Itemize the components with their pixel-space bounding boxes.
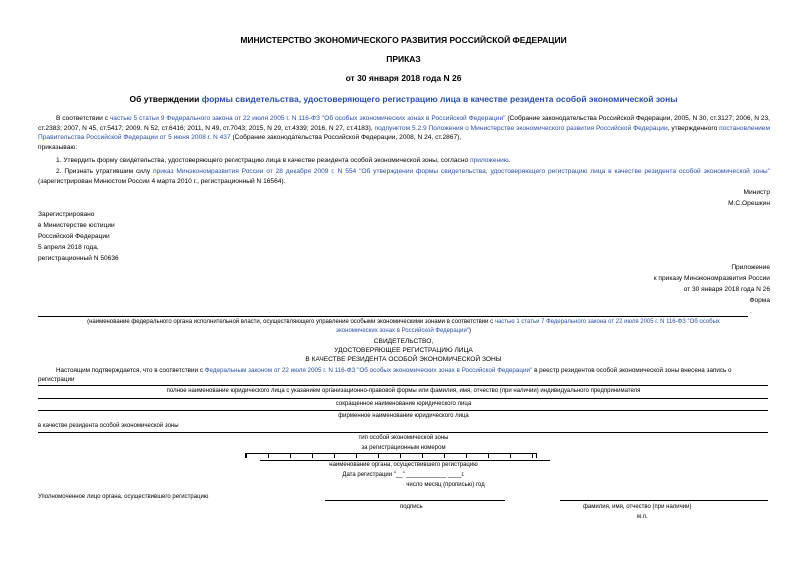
doc-type: ПРИКАЗ xyxy=(386,54,421,64)
doc-title-prefix: Об утверждении xyxy=(129,94,202,104)
sez-type-caption: тип особой экономической зоны xyxy=(358,435,449,441)
brand-name-caption: фирменное наименование юридического лица xyxy=(338,413,469,419)
confirm-text xyxy=(38,366,770,375)
reg-number-boxes xyxy=(245,453,537,458)
brand-name-line xyxy=(38,410,768,411)
confirm-text-2: в реестр резидентов особой экономической зоны внесена запись о xyxy=(532,367,732,374)
ministry-name: МИНИСТЕРСТВО ЭКОНОМИЧЕСКОГО РАЗВИТИЯ РОССИЙСКОЙ ФЕДЕРАЦИИ xyxy=(240,35,567,45)
reg-date-text: Дата регистрации "__" ____________ ____г. xyxy=(342,472,465,478)
organ-caption: наименование органа, осуществившего регистрацию xyxy=(329,462,478,468)
confirm-registration-word: регистрации xyxy=(38,376,75,383)
short-name-caption: сокращенное наименование юридического лица xyxy=(335,401,472,407)
doc-date-number: от 30 января 2018 года N 26 xyxy=(345,73,462,83)
registration-line-2: в Министерстве юстиции xyxy=(38,222,115,229)
registration-line-4: 5 апреля 2018 года, xyxy=(38,244,99,251)
authority-caption-text: (наименование федерального органа исполнительной власти, осуществляющего управление особыми экономическими зонами в соответствии с xyxy=(87,319,495,325)
authority-caption xyxy=(0,318,807,336)
minister-position: Министр xyxy=(743,189,770,196)
cert-title-1: СВИДЕТЕЛЬСТВО, xyxy=(373,338,434,345)
reg-number-dividers xyxy=(246,454,536,458)
preamble-link-law[interactable]: частью 5 статьи 9 Федерального закона от 22 июля 2005 г. N 116-ФЗ "Об особых экономических зонах в Российской Федерации" xyxy=(109,115,506,122)
reg-number-caption: за регистрационным номером xyxy=(361,445,446,451)
item-1-link[interactable]: приложению xyxy=(469,157,509,164)
cert-title-2: УДОСТОВЕРЯЮЩЕЕ РЕГИСТРАЦИЮ ЛИЦА xyxy=(334,347,473,354)
confirm-link-law[interactable]: Федеральным законом от 22 июля 2005 г. N 116-ФЗ "Об особых экономических зонах в Российской Федерации" xyxy=(204,367,533,374)
authority-line-dot: . xyxy=(750,309,752,315)
item-2-text: 2. Признать утратившим силу xyxy=(56,168,153,175)
as-resident-text: в качестве резидента особой экономической зоны xyxy=(38,423,179,429)
authority-caption-link-2[interactable]: экономических зонах в Российской Федерации" xyxy=(336,328,469,334)
full-name-line xyxy=(38,385,768,386)
preamble-text-2: (Собрание законодательства Российской Федерации, 2005, N 30, ст.3127; 2006, N 23, ст.2383; 2007, N 45, ст.5417; 2009, N 52, ст.6416; 2011, N 49, ст.7043; 2015, N 29, ст.4339; 2016, N 27, ст.4183), xyxy=(38,115,771,132)
doc-title xyxy=(0,94,807,104)
registration-line-3: Российской Федерации xyxy=(38,233,110,240)
item-2-end: (зарегистрирован Минюстом России 4 марта 2010 г., регистрационный N 16564). xyxy=(38,177,286,185)
appendix-line-2: к приказу Минэкономразвития России xyxy=(653,275,770,282)
fio-caption: фамилия, имя, отчество (при наличии) xyxy=(583,504,692,510)
registration-line-5: регистрационный N 50636 xyxy=(38,255,119,262)
doc-title-link[interactable]: формы свидетельства, удостоверяющего регистрацию лица в качестве резидента особой экономической зоны xyxy=(201,94,678,104)
preamble-text-4: (Собрание законодательства Российской Федерации, 2008, N 24, ст.2867), xyxy=(230,134,462,141)
authority-caption-link[interactable]: частью 1 статьи 7 Федерального закона от 22 июля 2005 г. N 116-ФЗ "Об особых xyxy=(494,319,720,325)
minister-name: М.С.Орешкин xyxy=(728,200,770,207)
sez-type-line xyxy=(38,432,768,433)
appendix-line-4: Форма xyxy=(749,297,770,304)
order-word: приказываю: xyxy=(38,144,78,151)
full-name-caption: полное наименование юридического лица с указанием организационно-правовой формы или фамилия, имя, отчество (при наличии) индивидуального предпринимателя xyxy=(166,388,641,394)
authority-caption-end: ) xyxy=(468,328,471,334)
cert-title-3: В КАЧЕСТВЕ РЕЗИДЕНТА ОСОБОЙ ЭКОНОМИЧЕСКОЙ ЗОНЫ xyxy=(305,356,502,363)
appendix-line-1: Приложение xyxy=(731,264,770,271)
registration-line-1: Зарегистрировано xyxy=(38,211,95,218)
signature-caption: подпись xyxy=(400,504,423,510)
item-2 xyxy=(38,167,770,186)
short-name-line xyxy=(38,398,768,399)
fio-line xyxy=(560,500,768,501)
authorized-person-text: Уполномоченное лицо органа, осуществившего регистрацию xyxy=(38,494,209,500)
authority-name-line xyxy=(38,316,748,317)
item-1-text: 1. Утвердить форму свидетельства, удостоверяющего регистрацию лица в качестве резидента особой экономической зоны, согласно xyxy=(56,157,470,164)
preamble-text-1: В соответствии с xyxy=(56,115,110,122)
appendix-line-3: от 30 января 2018 года N 26 xyxy=(683,286,770,293)
signature-line xyxy=(325,500,505,501)
preamble-link-regulation[interactable]: подпунктом 5.2.9 Положения о Министерстве экономического развития Российской Федерации xyxy=(374,124,668,132)
item-1-end: . xyxy=(508,157,511,164)
stamp-place: м.п. xyxy=(637,514,648,520)
item-1 xyxy=(38,156,770,166)
preamble xyxy=(38,114,770,143)
preamble-text-3: , утвержденного xyxy=(667,124,720,132)
confirm-text-1: Настоящим подтверждается, что в соответствии с xyxy=(56,367,205,374)
preamble-link-decree[interactable]: постановлением Правительства Российской Федерации от 5 июня 2008 г. N 437 xyxy=(38,124,770,141)
date-caption: число месяц (прописью) год xyxy=(406,482,485,488)
item-2-link[interactable]: приказ Минэкономразвития России от 28 декабря 2009 г. N 554 "Об утверждении формы свидетельства, удостоверяющего регистрацию лица в качестве резидента особой экономической зоны" xyxy=(152,168,770,175)
